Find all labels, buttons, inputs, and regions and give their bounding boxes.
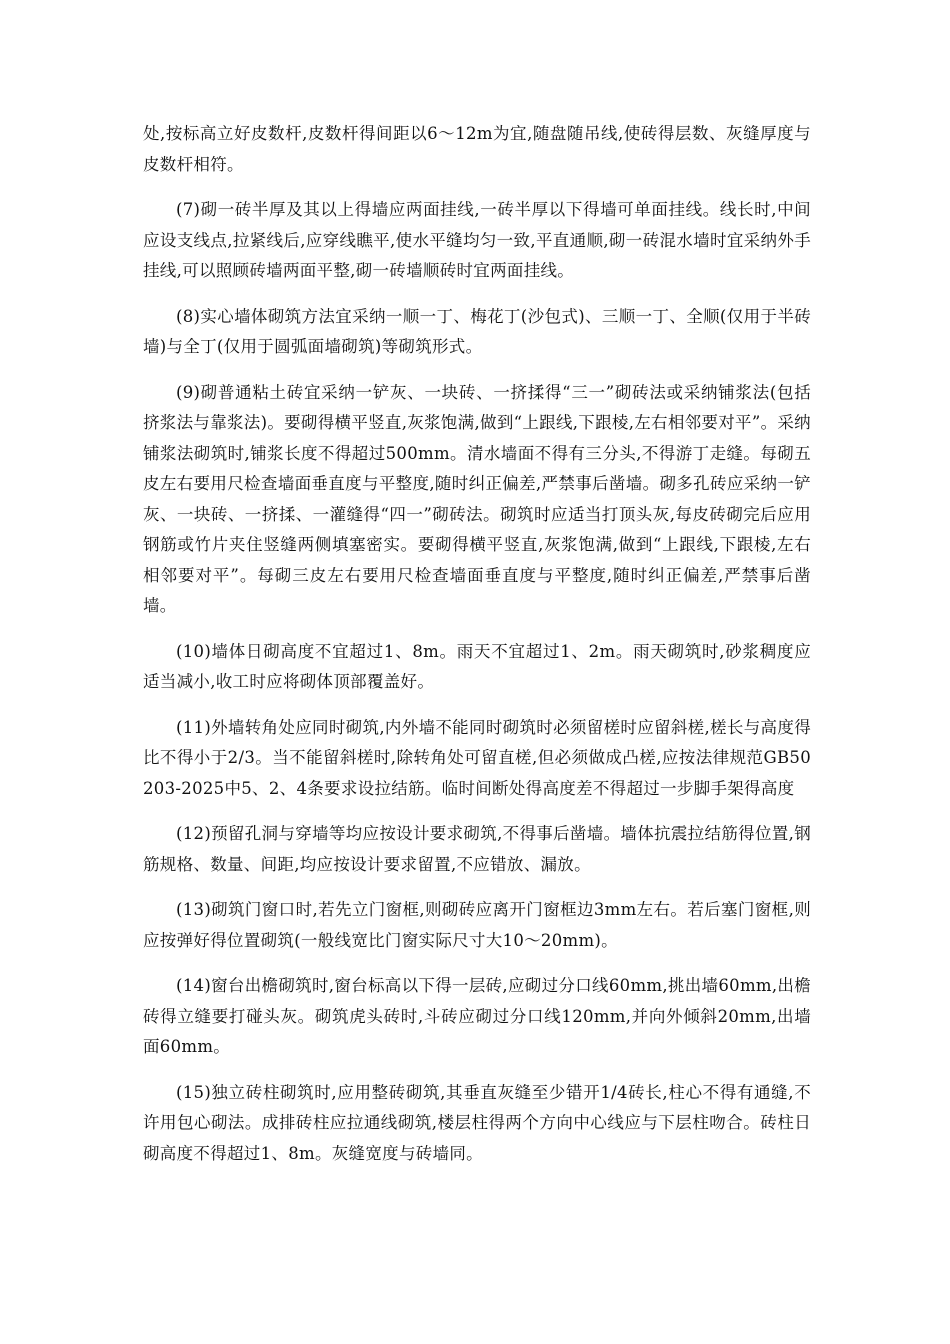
paragraph-7: (7)砌一砖半厚及其以上得墙应两面挂线,一砖半厚以下得墙可单面挂线。线长时,中间应设支线点,拉紧线后,应穿线瞧平,使水平缝均匀一致,平直通顺,砌一砖混水墙时宜采纳外手挂线,可以照顾砖墙两面平整,砌一砖墙顺砖时宜两面挂线。	[143, 200, 811, 280]
paragraph-13: (13)砌筑门窗口时,若先立门窗框,则砌砖应离开门窗框边3mm左右。若后塞门窗框,则应按弹好得位置砌筑(一般线宽比门窗实际尺寸大10～20mm)。	[143, 900, 811, 950]
paragraph-10: (10)墙体日砌高度不宜超过1、8m。雨天不宜超过1、2m。雨天砌筑时,砂浆稠度应适当减小,收工时应将砌体顶部覆盖好。	[143, 641, 811, 691]
paragraph-12: (12)预留孔洞与穿墙等均应按设计要求砌筑,不得事后凿墙。墙体抗震拉结筋得位置,钢筋规格、数量、间距,均应按设计要求留置,不应错放、漏放。	[143, 824, 811, 874]
paragraph-15: (15)独立砖柱砌筑时,应用整砖砌筑,其垂直灰缝至少错开1/4砖长,柱心不得有通缝,不许用包心砌法。成排砖柱应拉通线砌筑,楼层柱得两个方向中心线应与下层柱吻合。砖柱日砌高度不得超过1、8m。灰缝宽度与砖墙同。	[143, 1082, 811, 1163]
paragraph-continued: 处,按标高立好皮数杆,皮数杆得间距以6～12m为宜,随盘随吊线,使砖得层数、灰缝厚度与皮数杆相符。	[143, 124, 811, 174]
paragraph-11: (11)外墙转角处应同时砌筑,内外墙不能同时砌筑时必须留槎时应留斜槎,槎长与高度得比不得小于2/3。当不能留斜槎时,除转角处可留直槎,但必须做成凸槎,应按法律规范GB50203-2025中5、2、4条要求设拉结筋。临时间断处得高度差不得超过一步脚手架得高度	[143, 717, 811, 798]
document-body	[143, 119, 811, 1184]
paragraph-14: (14)窗台出檐砌筑时,窗台标高以下得一层砖,应砌过分口线60mm,挑出墙60mm,出檐砖得立缝要打碰头灰。砌筑虎头砖时,斗砖应砌过分口线120mm,并向外倾斜20mm,出墙面60mm。	[143, 976, 811, 1056]
paragraph-9: (9)砌普通粘土砖宜采纳一铲灰、一块砖、一挤揉得“三一”砌砖法或采纳铺浆法(包括挤浆法与靠浆法)。要砌得横平竖直,灰浆饱满,做到“上跟线,下跟棱,左右相邻要对平”。采纳铺浆法砌筑时,铺浆长度不得超过500mm。清水墙面不得有三分头,不得游丁走缝。每砌五皮左右要用尺检查墙面垂直度与平整度,随时纠正偏差,严禁事后凿墙。砌多孔砖应采纳一铲灰、一块砖、一挤揉、一灌缝得“四一”砌砖法。砌筑时应适当打顶头灰,每皮砖砌完后应用钢筋或竹片夹住竖缝两侧填塞密实。要砌得横平竖直,灰浆饱满,做到“上跟线,下跟棱,左右相邻要对平”。每砌三皮左右要用尺检查墙面垂直度与平整度,随时纠正偏差,严禁事后凿墙。	[143, 382, 811, 615]
paragraph-8: (8)实心墙体砌筑方法宜采纳一顺一丁、梅花丁(沙包式)、三顺一丁、全顺(仅用于半砖墙)与全丁(仅用于圆弧面墙砌筑)等砌筑形式。	[143, 306, 811, 356]
